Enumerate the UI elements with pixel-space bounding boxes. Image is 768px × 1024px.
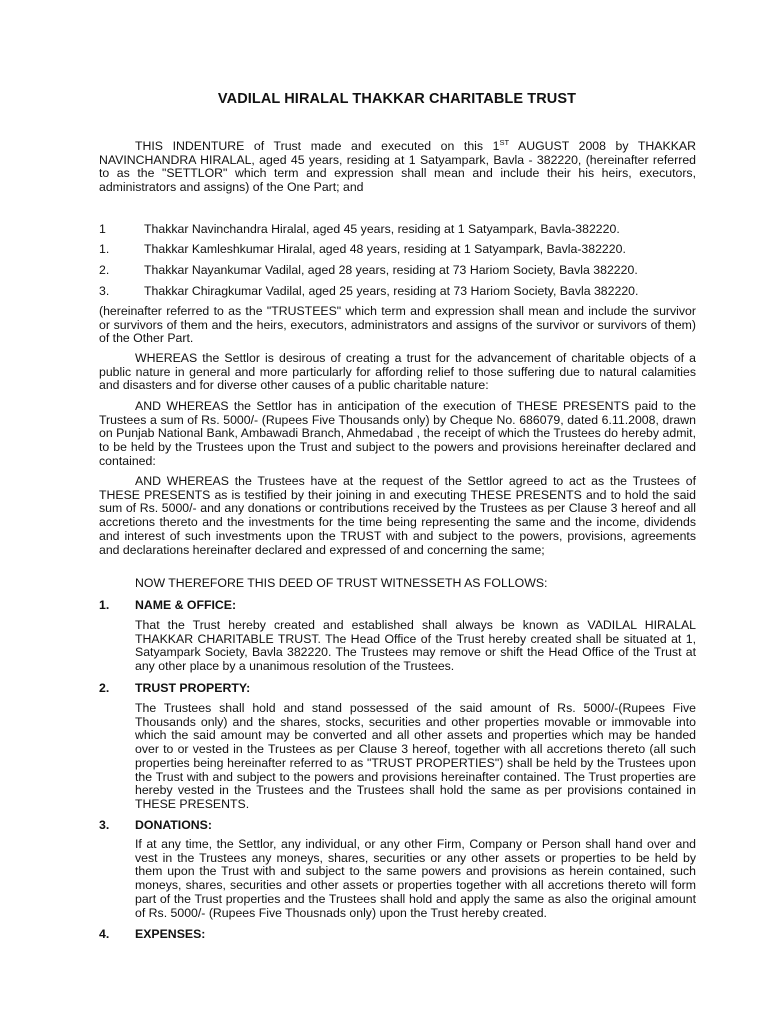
trustees-definition-paragraph: (hereinafter referred to as the "TRUSTEES" which term and expression shall mean and include the survivor or survivors of them and the heirs, executors, administrators and assigns of the survivor or survivors of them) of the Other Part. [99, 304, 696, 346]
list-item-number: 2. [99, 263, 110, 277]
section-heading: EXPENSES: [135, 927, 206, 941]
section-body: The Trustees shall hold and stand possessed of the said amount of Rs. 5000/-(Rupees Five Thousands only) and the shares, stocks, securities and other properties movable or immovable into which the said amount may be converted and all other assets and properties which may be handed over to or vested in the Trustees as per Clause 3 hereof, together with all accretions thereto (all such properties being hereinafter referred to as "TRUST PROPERTIES") shall be held by the Trustees upon the Trust with and subject to the powers and provisions hereinafter contained. The Trust properties are hereby vested in the Trustees and the Trustees shall hold the same as per provisions contained in THESE PRESENTS. [135, 701, 696, 811]
list-item-number: 1. [99, 242, 110, 256]
list-item: Thakkar Chiragkumar Vadilal, aged 25 years, residing at 73 Hariom Society, Bavla 382220. [144, 284, 639, 298]
whereas-paragraph-1: WHEREAS the Settlor is desirous of creating a trust for the advancement of charitable objects of a public nature in general and more particularly for affording relief to those suffering due to natural calamities and disasters and for diverse other causes of a public charitable nature: [99, 351, 696, 393]
date-superscript: ST [499, 138, 510, 147]
section-number: 3. [99, 818, 110, 832]
list-item-number: 3. [99, 284, 110, 298]
intro-text-start: THIS INDENTURE of Trust made and executed on this 1 [135, 139, 500, 153]
section-number: 2. [99, 681, 110, 695]
whereas-paragraph-2: AND WHEREAS the Settlor has in anticipation of the execution of THESE PRESENTS paid to the Trustees a sum of Rs. 5000/- (Rupees Five Thousands only) by Cheque No. 686079, dated 6.11.2008, drawn on Punjab National Bank, Ambawadi Branch, Ahmedabad , the receipt of which the Trustees do hereby admit, to be held by the Trustees upon the Trust and subject to the powers and provisions hereinafter declared and contained: [99, 399, 696, 468]
document-title: VADILAL HIRALAL THAKKAR CHARITABLE TRUST [217, 91, 577, 107]
list-item: Thakkar Navinchandra Hiralal, aged 45 years, residing at 1 Satyampark, Bavla-382220. [144, 222, 620, 236]
list-item: Thakkar Nayankumar Vadilal, aged 28 years, residing at 73 Hariom Society, Bavla 382220. [144, 263, 638, 277]
section-body: If at any time, the Settlor, any individual, or any other Firm, Company or Person shall hand over and vest in the Trustees any moneys, shares, securities or any other assets or properties to be held by them upon the Trust with and subject to the same powers and provisions as herein contained, such moneys, shares, securities and other assets or properties together with all accretions thereto will form part of the Trust properties and the Trustees shall hold and apply the same as also the original amount of Rs. 5000/- (Rupees Five Thousnads only) upon the Trust hereby created. [135, 837, 696, 920]
list-item-number: 1 [99, 222, 106, 236]
intro-text-rest: AUGUST 2008 by THAKKAR NAVINCHANDRA HIRALAL, aged 45 years, residing at 1 Satyampark, Bavla - 382220, (hereinafter referred to as the "SETTLOR" which term and expression shall mean and include their his heirs, executors, administrators and assigns) of the One Part; and [99, 139, 696, 195]
section-heading: NAME & OFFICE: [135, 598, 237, 612]
intro-paragraph [99, 140, 696, 195]
section-number: 4. [99, 927, 110, 941]
witnesseth-line: NOW THEREFORE THIS DEED OF TRUST WITNESSETH AS FOLLOWS: [135, 576, 548, 590]
section-heading: DONATIONS: [135, 818, 212, 832]
section-heading: TRUST PROPERTY: [135, 681, 251, 695]
list-item: Thakkar Kamleshkumar Hiralal, aged 48 years, residing at 1 Satyampark, Bavla-382220. [144, 242, 626, 256]
section-number: 1. [99, 598, 110, 612]
section-body: That the Trust hereby created and established shall always be known as VADILAL HIRALAL THAKKAR CHARITABLE TRUST. The Head Office of the Trust hereby created shall be situated at 1, Satyampark Society, Bavla 382220. The Trustees may remove or shift the Head Office of the Trust at any other place by a unanimous resolution of the Trustees. [135, 618, 696, 674]
whereas-paragraph-3: AND WHEREAS the Trustees have at the request of the Settlor agreed to act as the Trustees of THESE PRESENTS as is testified by their joining in and executing THESE PRESENTS and to hold the said sum of Rs. 5000/- and any donations or contributions received by the Trustees as per Clause 3 hereof and all accretions thereto and the investments for the time being representing the same and the income, dividends and interest of such investments upon the TRUST with and subject to the powers, provisions, agreements and declarations hereinafter declared and expressed of and concerning the same; [99, 474, 696, 557]
